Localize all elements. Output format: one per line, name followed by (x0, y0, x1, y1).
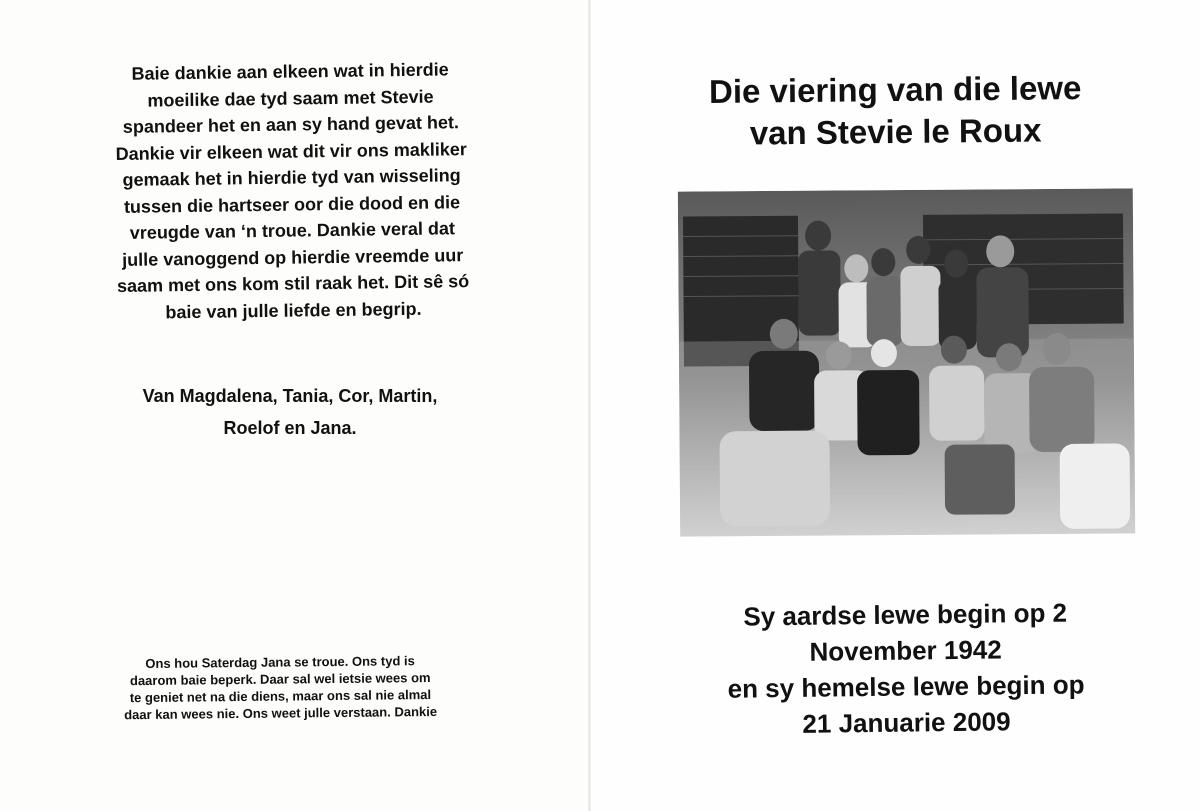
note-line: daarom baie beperk. Daar sal wel ietsie wees om (129, 670, 431, 689)
note-line: te geniet net na die diens, maar ons sal nie almal (129, 687, 432, 706)
signoff-line: Roelof en Jana. (223, 418, 357, 438)
life-dates (625, 593, 1187, 744)
family-group-photo (678, 188, 1135, 536)
title-line: Die viering van die lewe (708, 69, 1082, 110)
thanks-line: Dankie vir elkeen wat dit vir ons makliker (115, 138, 467, 164)
dates-line: 21 Januarie 2009 (802, 706, 1011, 739)
signoff-line: Van Magdalena, Tania, Cor, Martin, (142, 386, 438, 406)
page-fold (588, 0, 591, 811)
title-line: van Stevie le Roux (749, 111, 1042, 152)
family-signoff (60, 380, 520, 444)
thanks-line: tussen die hartseer oor die dood en die (123, 191, 461, 217)
dates-line: November 1942 (809, 634, 1002, 667)
note-line: Ons hou Saterdag Jana se troue. Ons tyd is (145, 653, 415, 672)
thanks-line: vreugde van ‘n troue. Dankie veral dat (129, 218, 456, 243)
thank-you-message (45, 55, 539, 327)
dates-line: Sy aardse lewe begin op 2 (743, 597, 1068, 632)
family-photo-illustration (678, 188, 1135, 536)
dates-line: en sy hemelse lewe begin op (727, 669, 1085, 704)
thanks-line: julle vanoggend op hierdie vreemde uur (122, 244, 464, 270)
thanks-line: moeilike dae tyd saam met Stevie (147, 86, 434, 111)
note-line: daar kan wees nie. Ons weet julle verstaan. Dankie (124, 703, 438, 723)
memorial-title (610, 66, 1181, 156)
thanks-line: saam met ons kom stil raak het. Dit sê só (116, 271, 470, 297)
thanks-line: spandeer het en aan sy hand gevat het. (122, 112, 460, 137)
thanks-line: gemaak het in hierdie tyd van wisseling (122, 165, 461, 190)
thanks-line: Baie dankie aan elkeen wat in hierdie (131, 59, 449, 84)
thanks-line: baie van julle liefde en begrip. (165, 298, 422, 322)
wedding-note (50, 651, 511, 724)
